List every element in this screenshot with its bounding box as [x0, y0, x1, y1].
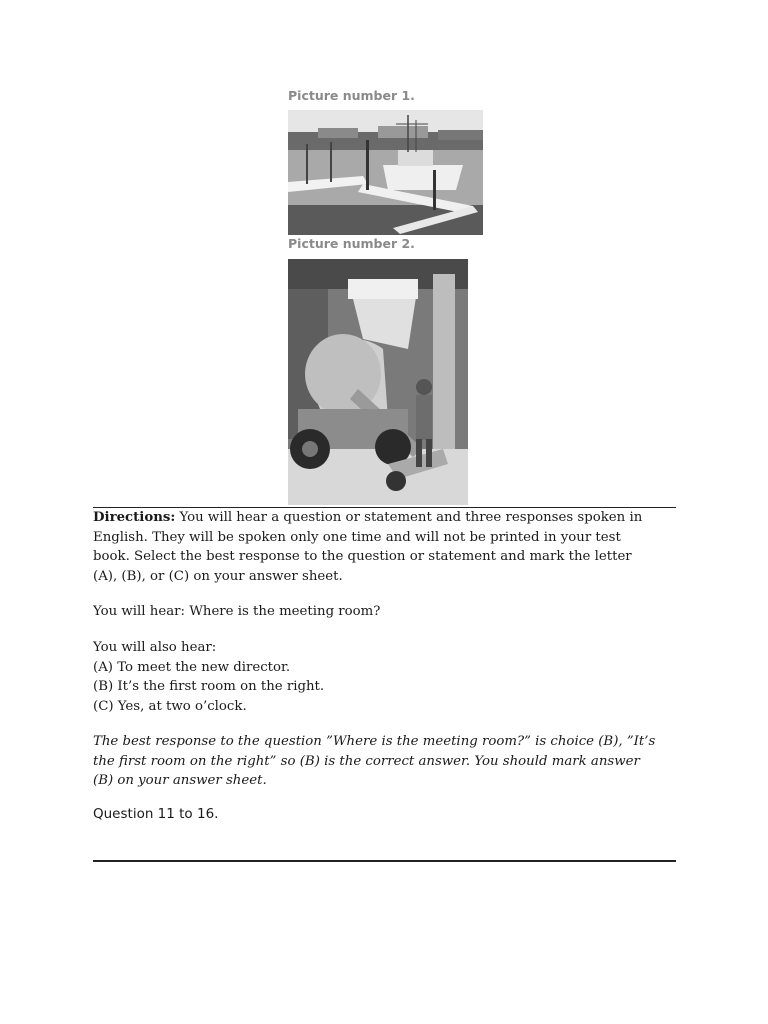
directions-text: You will hear a question or statement and three responses spoken in English. They will be spoken only one time and will not be printed in your test book. Select the best response to the question or statement and mark the letter (A), (B), or (C) on your answer sheet. — [93, 510, 643, 584]
option-a: (A) To meet the new director. — [93, 659, 291, 675]
example-hear-text: You will hear: Where is the meeting room? — [93, 604, 381, 619]
directions-paragraph — [93, 508, 659, 586]
question-range — [93, 805, 659, 825]
picture-2-construction-photo — [288, 259, 468, 505]
question-range-text: Question 11 to 16. — [93, 806, 219, 822]
bottom-divider — [93, 860, 676, 862]
also-hear-label: You will also hear: — [93, 640, 217, 655]
directions-label: Directions: — [93, 510, 176, 525]
picture-1-caption: Picture number 1. — [288, 88, 415, 103]
option-b: (B) It’s the first room on the right. — [93, 679, 325, 694]
example-options-block — [93, 638, 659, 716]
example-explanation — [93, 732, 659, 791]
option-c: (C) Yes, at two o’clock. — [93, 698, 247, 714]
picture-1-harbor-photo — [288, 110, 483, 235]
picture-2-caption: Picture number 2. — [288, 236, 415, 251]
example-hear — [93, 602, 659, 622]
explanation-text: The best response to the question ”Where is the meeting room?” is choice (B), ”It’s the first room on the right” so (B) is the correct answer. You should mark answer (B) on your answer sheet. — [93, 734, 656, 788]
